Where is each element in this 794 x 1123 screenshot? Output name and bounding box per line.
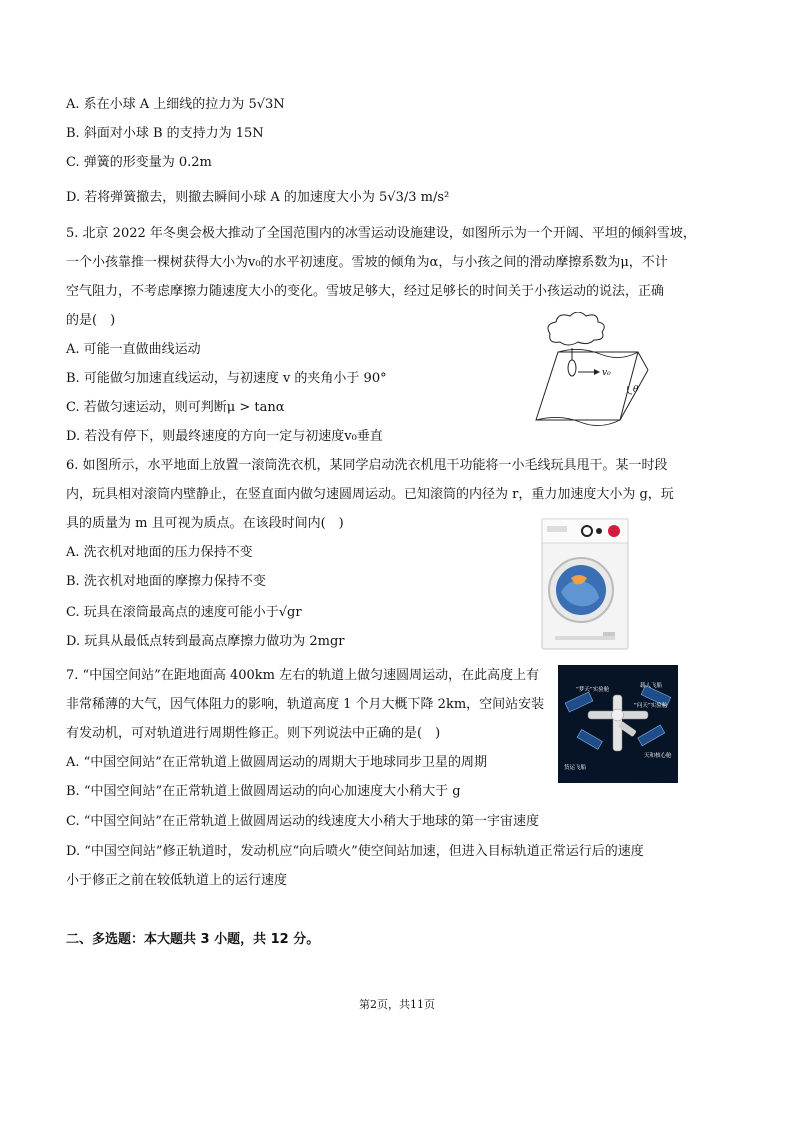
q4-option-b: B. 斜面对小球 B 的支持力为 15N (66, 126, 264, 141)
label-crewed-ship: 载人飞船 (640, 683, 663, 689)
q4-option-d: D. 若将弹簧撤去，则撤去瞬间小球 A 的加速度大小为 5√3/3 m/s² (66, 190, 450, 205)
q7-option-c: C. “中国空间站”在正常轨道上做圆周运动的线速度大小稍大于地球的第一宇宙速度 (66, 814, 540, 829)
q6-option-b: B. 洗衣机对地面的摩擦力保持不变 (66, 574, 266, 589)
space-station-figure (558, 665, 678, 783)
q5-stem-line-1: 5. 北京 2022 年冬奥会极大推动了全国范围内的冰雪运动设施建设，如图所示为一个开阔、平坦的倾斜雪坡， (66, 226, 696, 241)
dial-knob-icon (582, 526, 592, 536)
q4-option-c: C. 弹簧的形变量为 0.2m (66, 155, 212, 170)
child-icon (568, 360, 576, 376)
q7-option-d-line-2: 小于修正之前在较低轨道上的运行速度 (66, 873, 288, 888)
label-tianhe: 天和核心舱 (644, 753, 672, 759)
q6-option-a: A. 洗衣机对地面的压力保持不变 (66, 545, 253, 560)
tree-crown-icon (548, 312, 604, 345)
q5-option-c: C. 若做匀速运动，则可判断μ > tanα (66, 400, 285, 415)
label-mengtian: “梦天”实验舱 (576, 687, 610, 693)
page-number: 第2页，共11页 (359, 998, 435, 1011)
label-cargo: 货运飞船 (564, 765, 587, 771)
angle-label: θ (633, 385, 639, 395)
q7-option-b: B. “中国空间站”在正常轨道上做圆周运动的向心加速度大小稍大于 g (66, 784, 461, 799)
q5-option-d: D. 若没有停下，则最终速度的方向一定与初速度v₀垂直 (66, 429, 383, 444)
q5-stem-line-3: 空气阻力，不考虑摩擦力随速度大小的变化。雪坡足够大，经过足够长的时间关于小孩运动的说法，正确 (66, 284, 665, 299)
q6-option-c: C. 玩具在滚筒最高点的速度可能小于√gr (66, 605, 302, 620)
snow-slope-figure (520, 312, 665, 427)
q6-stem-line-3: 具的质量为 m 且可视为质点。在该段时间内( ) (66, 516, 344, 531)
washing-machine-figure (541, 518, 629, 650)
q7-stem-line-2: 非常稀薄的大气，因气体阻力的影响，轨道高度 1 个月大概下降 2km，空间站安装 (66, 697, 545, 712)
q5-option-a: A. 可能一直做曲线运动 (66, 342, 201, 357)
q5-option-b: B. 可能做匀加速直线运动，与初速度 v 的夹角小于 90° (66, 371, 387, 386)
q7-stem-line-1: 7. “中国空间站”在距地面高 400km 左右的轨道上做匀速圆周运动，在此高度上有 (66, 668, 540, 683)
q5-stem-line-2: 一个小孩靠推一棵树获得大小为v₀的水平初速度。雪坡的倾角为α，与小孩之间的滑动摩擦系数为μ，不计 (66, 255, 668, 270)
q7-stem-line-3: 有发动机，可对轨道进行周期性修正。则下列说法中正确的是( ) (66, 726, 441, 741)
power-button-icon (596, 528, 602, 534)
q6-stem-line-1: 6. 如图所示，水平地面上放置一滚筒洗衣机，某同学启动洗衣机甩干功能将一小毛线玩具甩干。某一时段 (66, 458, 668, 473)
q7-option-a: A. “中国空间站”在正常轨道上做圆周运动的周期大于地球同步卫星的周期 (66, 755, 487, 770)
q6-option-d: D. 玩具从最低点转到最高点摩擦力做功为 2mgr (66, 634, 345, 649)
label-wentian: “问天”实验舱 (634, 703, 668, 709)
q6-stem-line-2: 内，玩具相对滚筒内壁静止，在竖直面内做匀速圆周运动。已知滚筒的内径为 r，重力加速度大小为 g，玩 (66, 487, 674, 502)
slope-outline (536, 352, 638, 420)
q5-stem-line-4: 的是( ) (66, 313, 116, 328)
section-heading: 二、多选题：本大题共 3 小题，共 12 分。 (66, 932, 320, 947)
q4-option-a: A. 系在小球 A 上细线的拉力为 5√3N (66, 97, 285, 112)
q7-option-d-line-1: D. “中国空间站”修正轨道时，发动机应“向后喷火”使空间站加速，但进入目标轨道正常运行后的速度 (66, 844, 644, 859)
detergent-drawer (547, 526, 567, 532)
velocity-label: v₀ (602, 368, 611, 378)
brand-logo-icon (608, 525, 620, 537)
